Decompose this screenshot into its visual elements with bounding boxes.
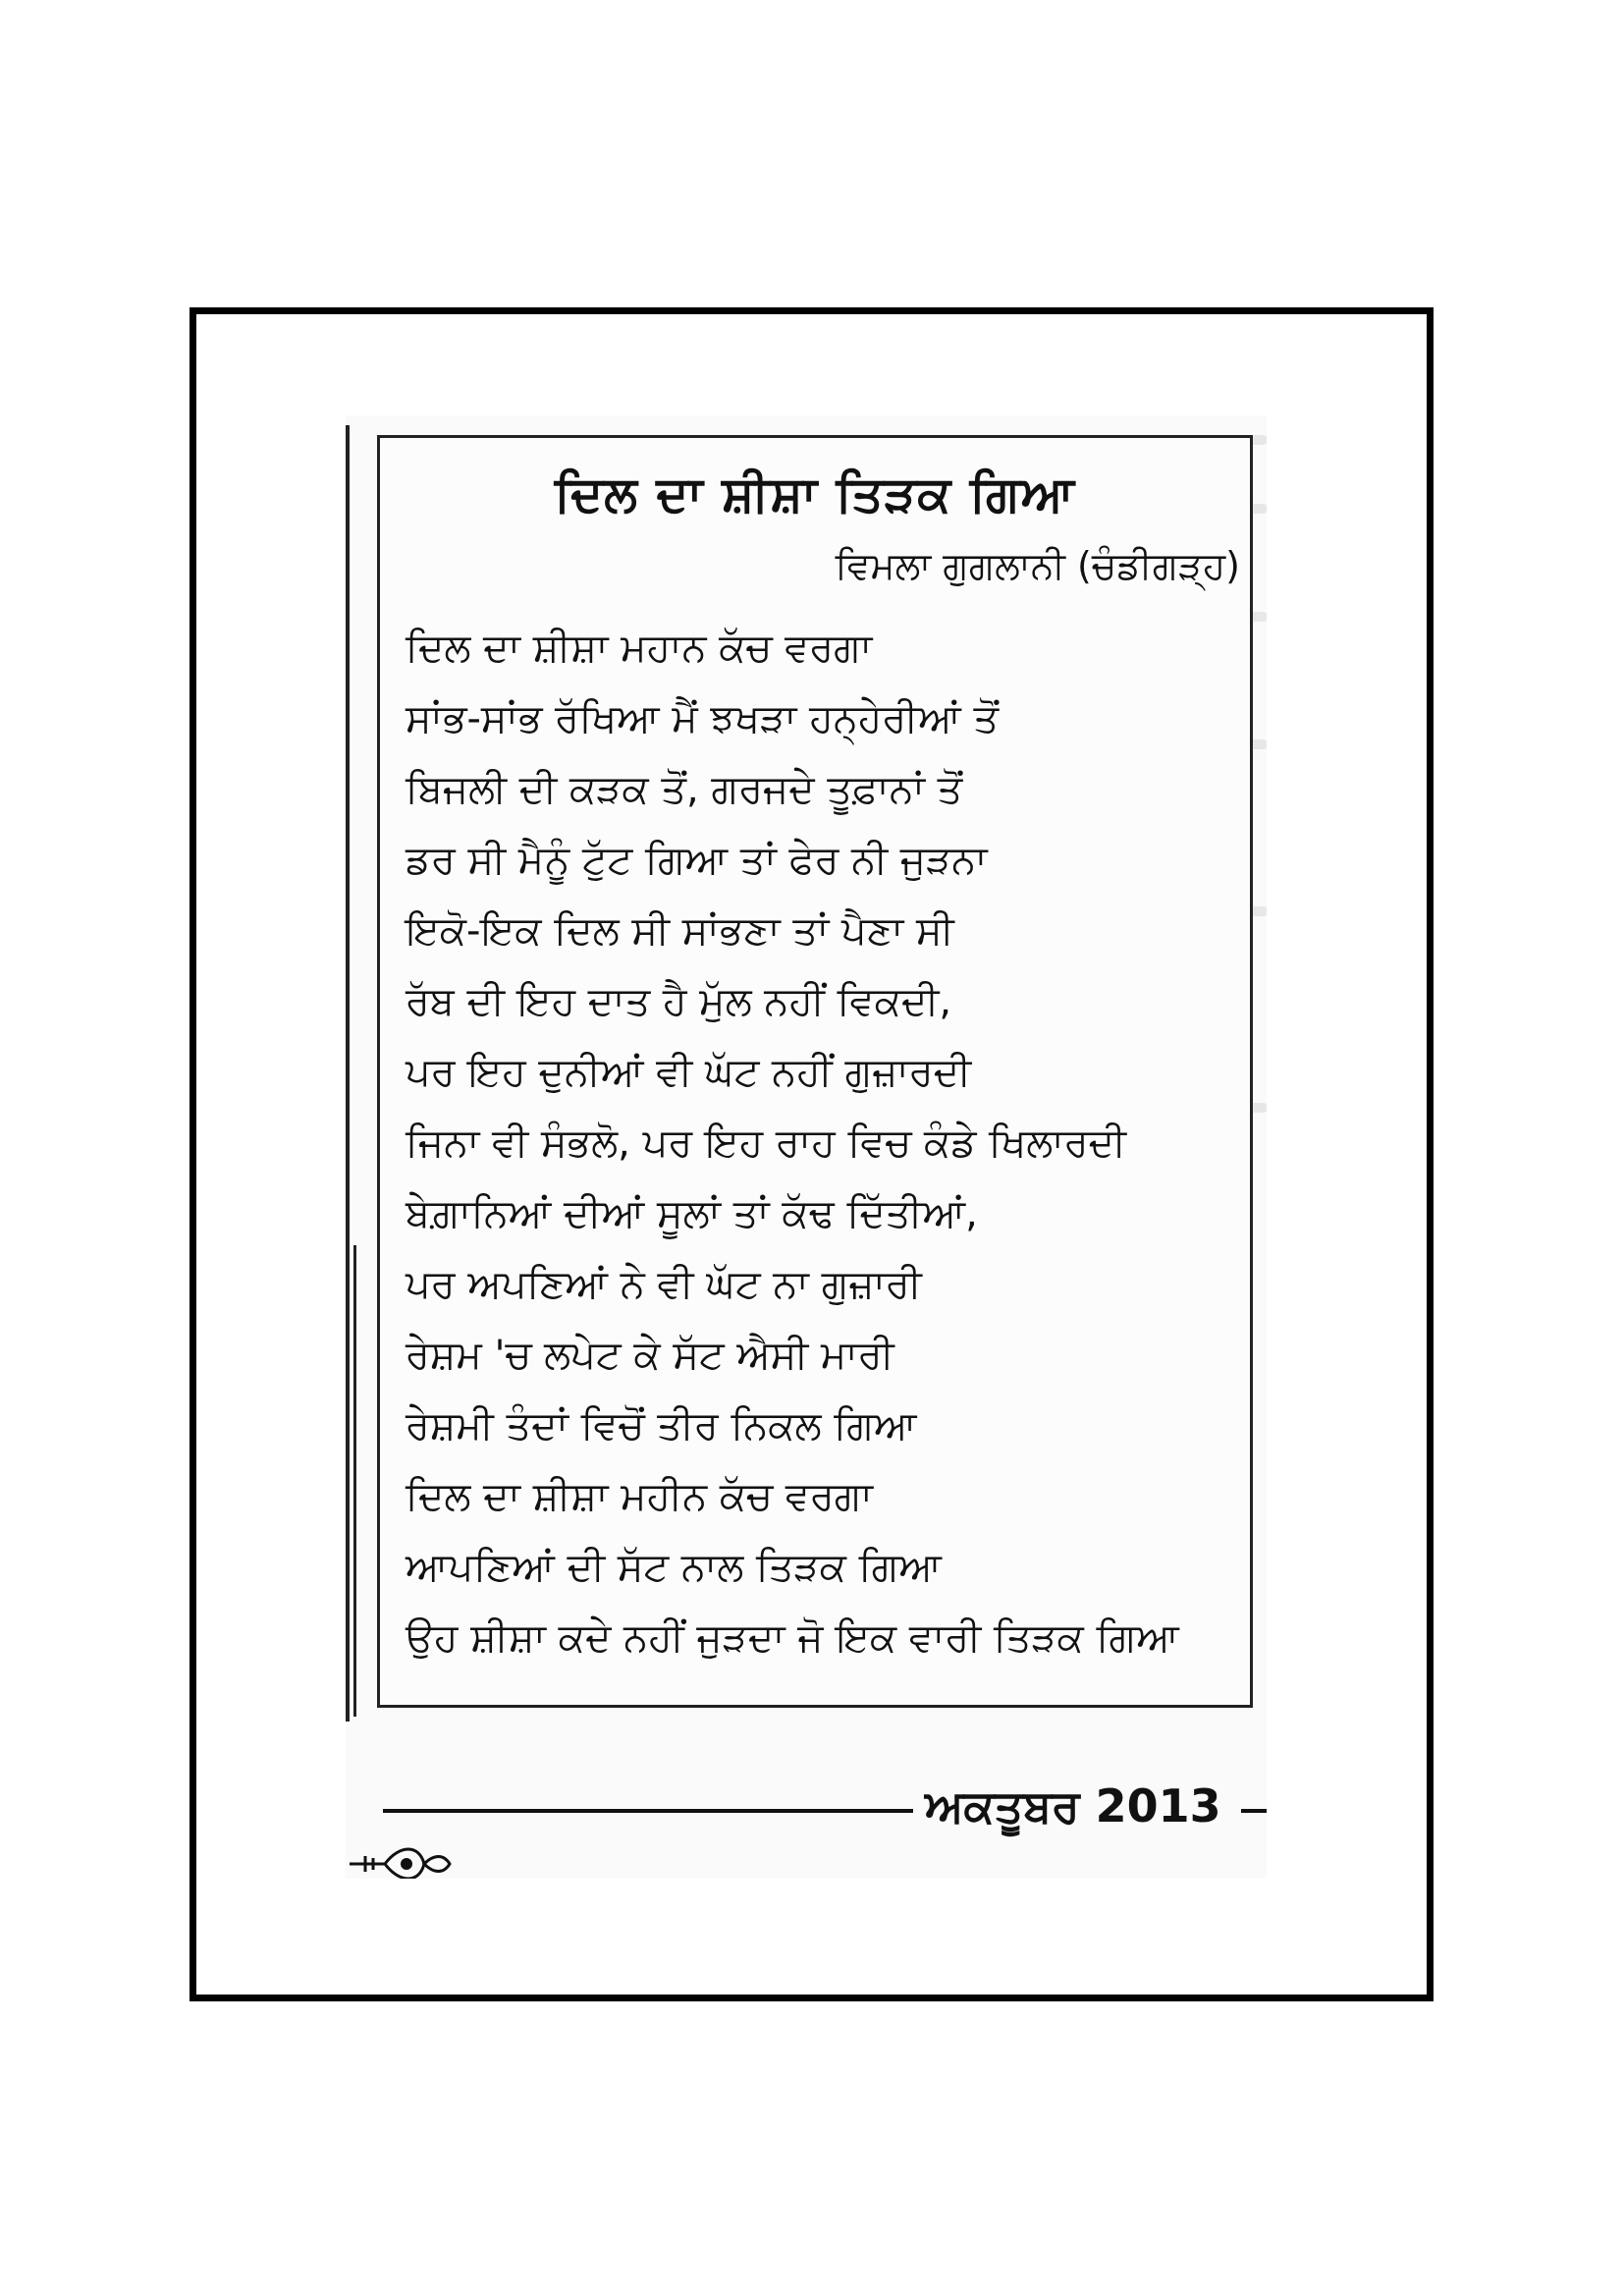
poem-title: ਦਿਲ ਦਾ ਸ਼ੀਸ਼ਾ ਤਿੜਕ ਗਿਆ xyxy=(554,465,1076,522)
poem-line: ਬਿਜਲੀ ਦੀ ਕੜਕ ਤੋਂ, ਗਰਜਦੇ ਤੂਫ਼ਾਨਾਂ ਤੋਂ xyxy=(406,767,963,812)
poem-line: ਰੱਬ ਦੀ ਇਹ ਦਾਤ ਹੈ ਮੁੱਲ ਨਹੀਂ ਵਿਕਦੀ, xyxy=(406,979,952,1024)
left-column-rule-secondary xyxy=(353,1245,356,1717)
poem-line: ਰੇਸ਼ਮ 'ਚ ਲਪੇਟ ਕੇ ਸੱਟ ਐਸੀ ਮਾਰੀ xyxy=(406,1333,894,1378)
poem-author: ਵਿਮਲਾ ਗੁਗਲਾਨੀ (ਚੰਡੀਗੜ੍ਹ) xyxy=(835,544,1240,587)
ornament-icon xyxy=(346,1834,483,1879)
scanned-clipping xyxy=(346,415,1267,1879)
poem-line: ਪਰ ਇਹ ਦੁਨੀਆਂ ਵੀ ਘੱਟ ਨਹੀਂ ਗੁਜ਼ਾਰਦੀ xyxy=(406,1050,972,1095)
poem-line: ਰੇਸ਼ਮੀ ਤੰਦਾਂ ਵਿਚੋਂ ਤੀਰ ਨਿਕਲ ਗਿਆ xyxy=(406,1403,917,1449)
poem-line: ਸਾਂਭ-ਸਾਂਭ ਰੱਖਿਆ ਮੈਂ ਝਖੜਾ ਹਨ੍ਹੇਰੀਆਂ ਤੋਂ xyxy=(406,696,1000,741)
footer xyxy=(346,1776,1267,1844)
poem-box xyxy=(377,435,1253,1708)
poem-line: ਇਕੋ-ਇਕ ਦਿਲ ਸੀ ਸਾਂਭਣਾ ਤਾਂ ਪੈਣਾ ਸੀ xyxy=(406,908,954,954)
footer-rule-right xyxy=(1241,1809,1267,1813)
poem-line: ਉਹ ਸ਼ੀਸ਼ਾ ਕਦੇ ਨਹੀਂ ਜੁੜਦਾ ਜੋ ਇਕ ਵਾਰੀ ਤਿੜਕ ਗਿਆ xyxy=(406,1615,1179,1661)
poem-line: ਆਪਣਿਆਂ ਦੀ ਸੱਟ ਨਾਲ ਤਿੜਕ ਗਿਆ xyxy=(406,1545,942,1590)
poem-line: ਦਿਲ ਦਾ ਸ਼ੀਸ਼ਾ ਮਹਾਨ ਕੱਚ ਵਰਗਾ xyxy=(406,626,873,671)
footer-month-year: ਅਕਤੂਬਰ 2013 xyxy=(925,1779,1221,1832)
poem-line: ਡਰ ਸੀ ਮੈਨੂੰ ਟੁੱਟ ਗਿਆ ਤਾਂ ਫੇਰ ਨੀ ਜੁੜਨਾ xyxy=(406,838,988,883)
footer-rule-left xyxy=(383,1809,913,1813)
poem-line: ਜਿਨਾ ਵੀ ਸੰਭਲੋ, ਪਰ ਇਹ ਰਾਹ ਵਿਚ ਕੰਡੇ ਖਿਲਾਰਦੀ xyxy=(406,1121,1127,1166)
poem-line: ਬੇਗ਼ਾਨਿਆਂ ਦੀਆਂ ਸੂਲਾਂ ਤਾਂ ਕੱਢ ਦਿੱਤੀਆਂ, xyxy=(406,1191,978,1236)
poem-lines xyxy=(406,613,1240,1673)
left-column-rule xyxy=(346,425,350,1722)
poem-line: ਪਰ ਅਪਣਿਆਂ ਨੇ ਵੀ ਘੱਟ ਨਾ ਗੁਜ਼ਾਰੀ xyxy=(406,1262,922,1307)
poem-line: ਦਿਲ ਦਾ ਸ਼ੀਸ਼ਾ ਮਹੀਨ ਕੱਚ ਵਰਗਾ xyxy=(406,1474,873,1519)
